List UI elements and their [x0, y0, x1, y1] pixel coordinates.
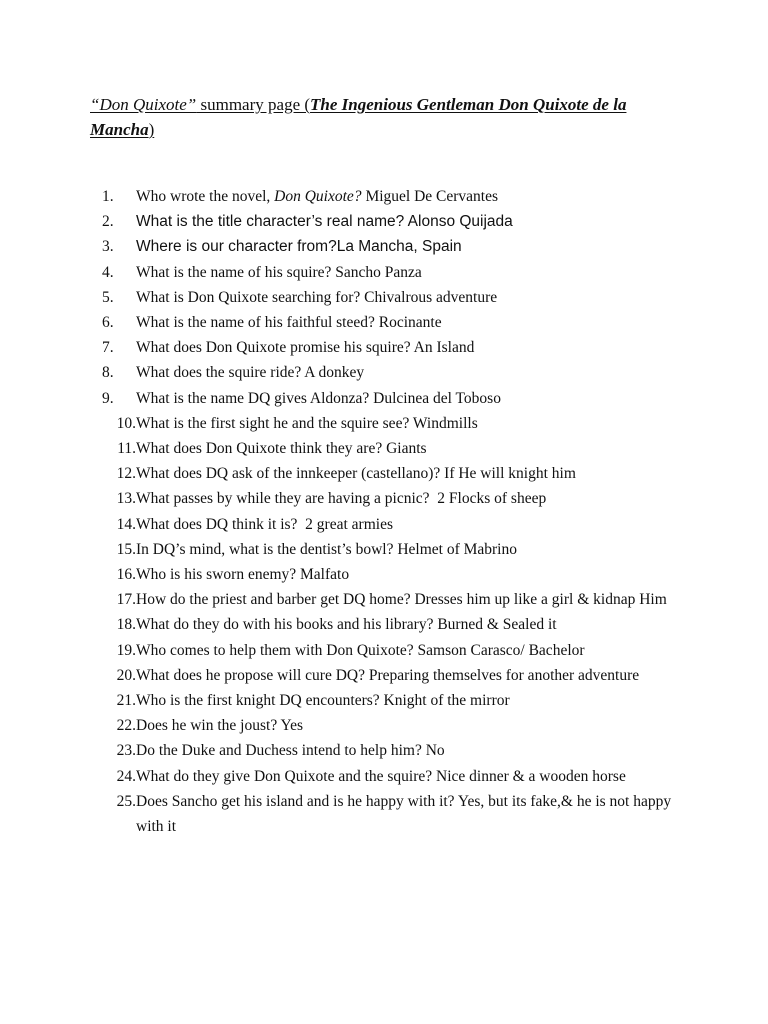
item-text: Does he win the joust? Yes [136, 717, 304, 735]
item-text: Who is the first knight DQ encounters? Knight of the mirror [136, 692, 510, 710]
list-item [90, 310, 690, 335]
item-text: What does Don Quixote think they are? Giants [136, 440, 427, 458]
title-summary-label: summary page ( [196, 95, 311, 114]
item-number: 9. [102, 389, 114, 407]
list-item [90, 486, 690, 511]
item-number: 20. [116, 666, 136, 684]
item-text: What does DQ think it is? 2 great armies [136, 515, 393, 533]
item-number: 19. [116, 641, 136, 659]
item-text: What does DQ ask of the innkeeper (castellano)? If He will knight him [136, 465, 576, 483]
list-item [90, 360, 690, 385]
item-text: Who comes to help them with Don Quixote? Samson Carasco/ Bachelor [136, 641, 585, 659]
title-full-name: The Ingenious Gentleman Don Quixote de la Mancha [90, 95, 627, 139]
list-item [90, 764, 690, 789]
item-text: Does Sancho get his island and is he happy with it? Yes, but its fake,& he is not happy with it [136, 792, 672, 836]
list-item [90, 537, 690, 562]
item-text: Where is our character from?La Mancha, Spain [136, 238, 462, 256]
list-item [90, 789, 690, 839]
item-text: In DQ’s mind, what is the dentist’s bowl? Helmet of Mabrino [136, 540, 517, 558]
item-text [136, 184, 690, 209]
item-number: 10. [116, 414, 136, 432]
page-title [90, 92, 690, 142]
item-number: 12. [116, 465, 136, 483]
list-item [90, 285, 690, 310]
list-item [90, 638, 690, 663]
list-item [90, 461, 690, 486]
item-number: 18. [116, 616, 136, 634]
item-text: What does Don Quixote promise his squire? An Island [136, 339, 475, 357]
item-text: What is the title character’s real name? Alonso Quijada [136, 213, 513, 231]
item-text: What does the squire ride? A donkey [136, 364, 365, 382]
item-number: 3. [102, 238, 114, 256]
list-item [90, 436, 690, 461]
item-number: 4. [102, 263, 114, 281]
item-number: 1. [102, 188, 114, 205]
item-number: 25. [116, 792, 136, 810]
item-text: What do they give Don Quixote and the squire? Nice dinner & a wooden horse [136, 767, 626, 785]
item-number: 14. [116, 515, 136, 533]
item-number: 2. [102, 213, 114, 231]
item-text: What passes by while they are having a picnic? 2 Flocks of sheep [136, 490, 547, 508]
item-text: What is the first sight he and the squire see? Windmills [136, 414, 478, 432]
item-text: What is the name DQ gives Aldonza? Dulcinea del Toboso [136, 389, 501, 407]
item-answer: Miguel De Cervantes [361, 188, 499, 205]
item-text: Who is his sworn enemy? Malfato [136, 566, 350, 584]
list-item [90, 386, 690, 411]
list-item [90, 184, 690, 209]
item-text: Do the Duke and Duchess intend to help him? No [136, 742, 445, 760]
list-item [90, 612, 690, 637]
title-novel-name: “Don Quixote” [90, 95, 197, 114]
item-number: 24. [116, 767, 136, 785]
item-text: What does he propose will cure DQ? Preparing themselves for another adventure [136, 666, 640, 684]
list-item [90, 512, 690, 537]
item-question: Who wrote the novel, [136, 188, 275, 205]
item-number: 22. [116, 717, 136, 735]
list-item [90, 663, 690, 688]
item-number: 7. [102, 339, 114, 357]
list-item [90, 234, 690, 259]
list-item [90, 713, 690, 738]
item-text: How do the priest and barber get DQ home? Dresses him up like a girl & kidnap Him [136, 591, 667, 609]
item-number: 13. [116, 490, 136, 508]
list-item [90, 562, 690, 587]
item-number: 6. [102, 314, 114, 332]
item-text: What do they do with his books and his library? Burned & Sealed it [136, 616, 557, 634]
list-item [90, 688, 690, 713]
item-number: 15. [116, 540, 136, 558]
list-item [90, 411, 690, 436]
question-list [90, 184, 690, 839]
list-item [90, 738, 690, 763]
item-number: 16. [116, 566, 136, 584]
item-number: 5. [102, 288, 114, 306]
list-item [90, 260, 690, 285]
list-item [90, 587, 690, 612]
list-item [90, 209, 690, 234]
title-close-paren: ) [148, 120, 155, 139]
item-number: 17. [116, 591, 136, 609]
list-item [90, 335, 690, 360]
item-text: What is the name of his squire? Sancho Panza [136, 263, 422, 281]
item-number: 8. [102, 364, 114, 382]
item-text: What is Don Quixote searching for? Chivalrous adventure [136, 288, 498, 306]
item-text: What is the name of his faithful steed? Rocinante [136, 314, 442, 332]
item-number: 11. [117, 440, 136, 458]
item-number: 23. [116, 742, 136, 760]
item-number: 21. [116, 692, 136, 710]
item-question-italic: Don Quixote? [274, 188, 362, 205]
